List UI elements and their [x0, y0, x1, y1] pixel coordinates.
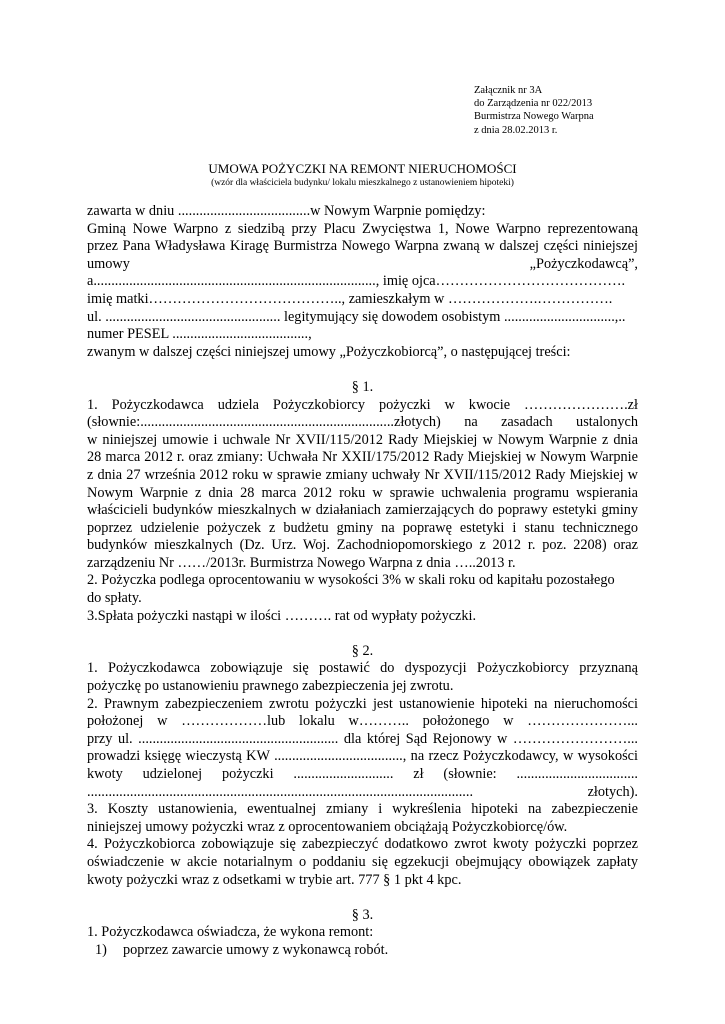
document-body [87, 203, 638, 960]
section-1-line: w niniejszej umowie i uchwale Nr XVII/115/2012 Rady Miejskiej w Nowym Warpnie z dnia [87, 431, 638, 448]
intro-line: Gminą Nowe Warpno z siedzibą przy Placu Zwycięstwa 1, Nowe Warpno reprezentowaną [87, 220, 638, 237]
intro-pozyczkodawca: „Pożyczkodawcą”, [529, 255, 638, 272]
section-2-line: prowadzi księgę wieczystą KW ...................................., na rzecz Pożyczkodawcy, w wysokości [87, 748, 638, 765]
section-2-line: 1. Pożyczkodawca zobowiązuje się postawić do dyspozycji Pożyczkobiorcy przyznaną [87, 660, 638, 677]
intro-umowy: umowy [87, 255, 130, 272]
section-2-line: kwoty udzielonej pożyczki ............................ zł (słownie: .................................. [87, 766, 638, 782]
section-2-line: 4. Pożyczkobiorca zobowiązuje się zabezpieczyć dodatkowo zwrot kwoty pożyczki poprzez [87, 836, 638, 853]
section-1-line: 2. Pożyczka podlega oprocentowaniu w wysokości 3% w skali roku od kapitału pozostałego [87, 572, 615, 589]
section-1-line: 3.Spłata pożyczki nastąpi w ilości ………. rat od wypłaty pożyczki. [87, 607, 477, 624]
intro-line: numer PESEL ......................................, [87, 326, 312, 343]
intro-line: imię matki………………………………….., zamieszkałym w ……………….……………. [87, 290, 613, 307]
intro-line [87, 256, 638, 274]
section-1-line: do spłaty. [87, 590, 142, 607]
annex-header [474, 84, 714, 137]
section-1-line: z dnia 27 września 2012 roku w sprawie zmiany uchwały Nr XVII/115/2012 Rady Miejskiej w [87, 466, 638, 483]
section-1-line: poprzez udzielenie pożyczek z budżetu gminy na poprawę estetyki i stanu technicznego [87, 519, 638, 536]
intro-line: zawarta w dniu .....................................w Nowym Warpnie pomiędzy: [87, 203, 486, 219]
section-2-line: oświadczenie w akcie notarialnym o poddaniu się egzekucji obejmujący obowiązek zapłaty [87, 853, 638, 870]
document-title: UMOWA POŻYCZKI NA REMONT NIERUCHOMOŚCI [208, 161, 517, 176]
list-item-number: 1) [95, 941, 107, 958]
list-item-text: poprzez zawarcie umowy z wykonawcą robót. [123, 941, 389, 958]
section-2-line: 2. Prawnym zabezpieczeniem zwrotu pożyczki jest ustanowienie hipoteki na nieruchomości [87, 695, 638, 712]
annex-line: z dnia 28.02.2013 r. [474, 124, 558, 136]
section-2-heading: § 2. [351, 642, 374, 659]
document-subtitle: (wzór dla właściciela budynku/ lokalu mieszkalnego z ustanowieniem hipoteki) [211, 178, 514, 188]
section-3-list-item [87, 942, 638, 960]
section-1-line: 28 marca 2012 r. oraz zmiany: Uchwała Nr XXII/175/2012 Rady Miejskiej w Nowym Warpnie [87, 449, 638, 466]
section-3-heading: § 3. [351, 906, 374, 923]
intro-line: przez Pana Władysława Kiragę Burmistrza Nowego Warpna zwaną w dalszej części niniejszej [87, 238, 638, 255]
section-2-line: położonej w ………………lub lokalu w……….. położonego w …………………... [87, 713, 638, 730]
section-1-line: Nowym Warpnie z dnia 28 marca 2012 roku w sprawie uchwalenia programu wspierania [87, 484, 638, 501]
section-2-line: niniejszej umowy pożyczki wraz z oprocentowaniem obciążają Pożyczkobiorcę/ów. [87, 818, 568, 835]
intro-line: a..............................................................................., imię ojca…………………………………. [87, 273, 626, 290]
section-2-line: kwoty pożyczki wraz z odsetkami w trybie art. 777 § 1 pkt 4 kpc. [87, 871, 462, 888]
intro-line: zwanym w dalszej części niniejszej umowy „Pożyczkobiorcą”, o następującej treści: [87, 343, 571, 360]
section-1-line: (słownie:.......................................................................złotych) na zasadach ustalonych [87, 414, 638, 431]
annex-line: Burmistrza Nowego Warpna [474, 111, 594, 123]
section-1-line: 1. Pożyczkodawca udziela Pożyczkobiorcy pożyczki w kwocie ………………….zł [87, 396, 638, 413]
annex-line: Załącznik nr 3A [474, 85, 543, 96]
section-2-line: pożyczkę po ustanowieniu prawnego zabezpieczenia jej zwrotu. [87, 678, 454, 695]
section-1-line: właścicieli budynków mieszkalnych w działaniach zamierzających do poprawy estetyki gminy [87, 502, 638, 519]
section-1-line: budynków mieszkalnych (Dz. Urz. Woj. Zachodniopomorskiego z 2012 r. poz. 2208) oraz [87, 537, 638, 554]
section-3-line: 1. Pożyczkodawca oświadcza, że wykona remont: [87, 924, 374, 941]
intro-line: ul. ................................................. legitymujący się dowodem osobistym ...............................,.. [87, 308, 626, 325]
section-2-line: 3. Koszty ustanowienia, ewentualnej zmiany i wykreślenia hipoteki na zabezpieczenie [87, 801, 638, 818]
section-2-line: ............................................................................................................ złotych). [87, 783, 638, 800]
annex-line: do Zarządzenia nr 022/2013 [474, 98, 593, 110]
section-1-line: zarządzeniu Nr ……/2013r. Burmistrza Nowego Warpna z dnia …..2013 r. [87, 554, 516, 571]
section-2-line: przy ul. ........................................................ dla której Sąd Rejonowy w ……………………... [87, 730, 638, 747]
section-1-heading: § 1. [351, 378, 374, 395]
